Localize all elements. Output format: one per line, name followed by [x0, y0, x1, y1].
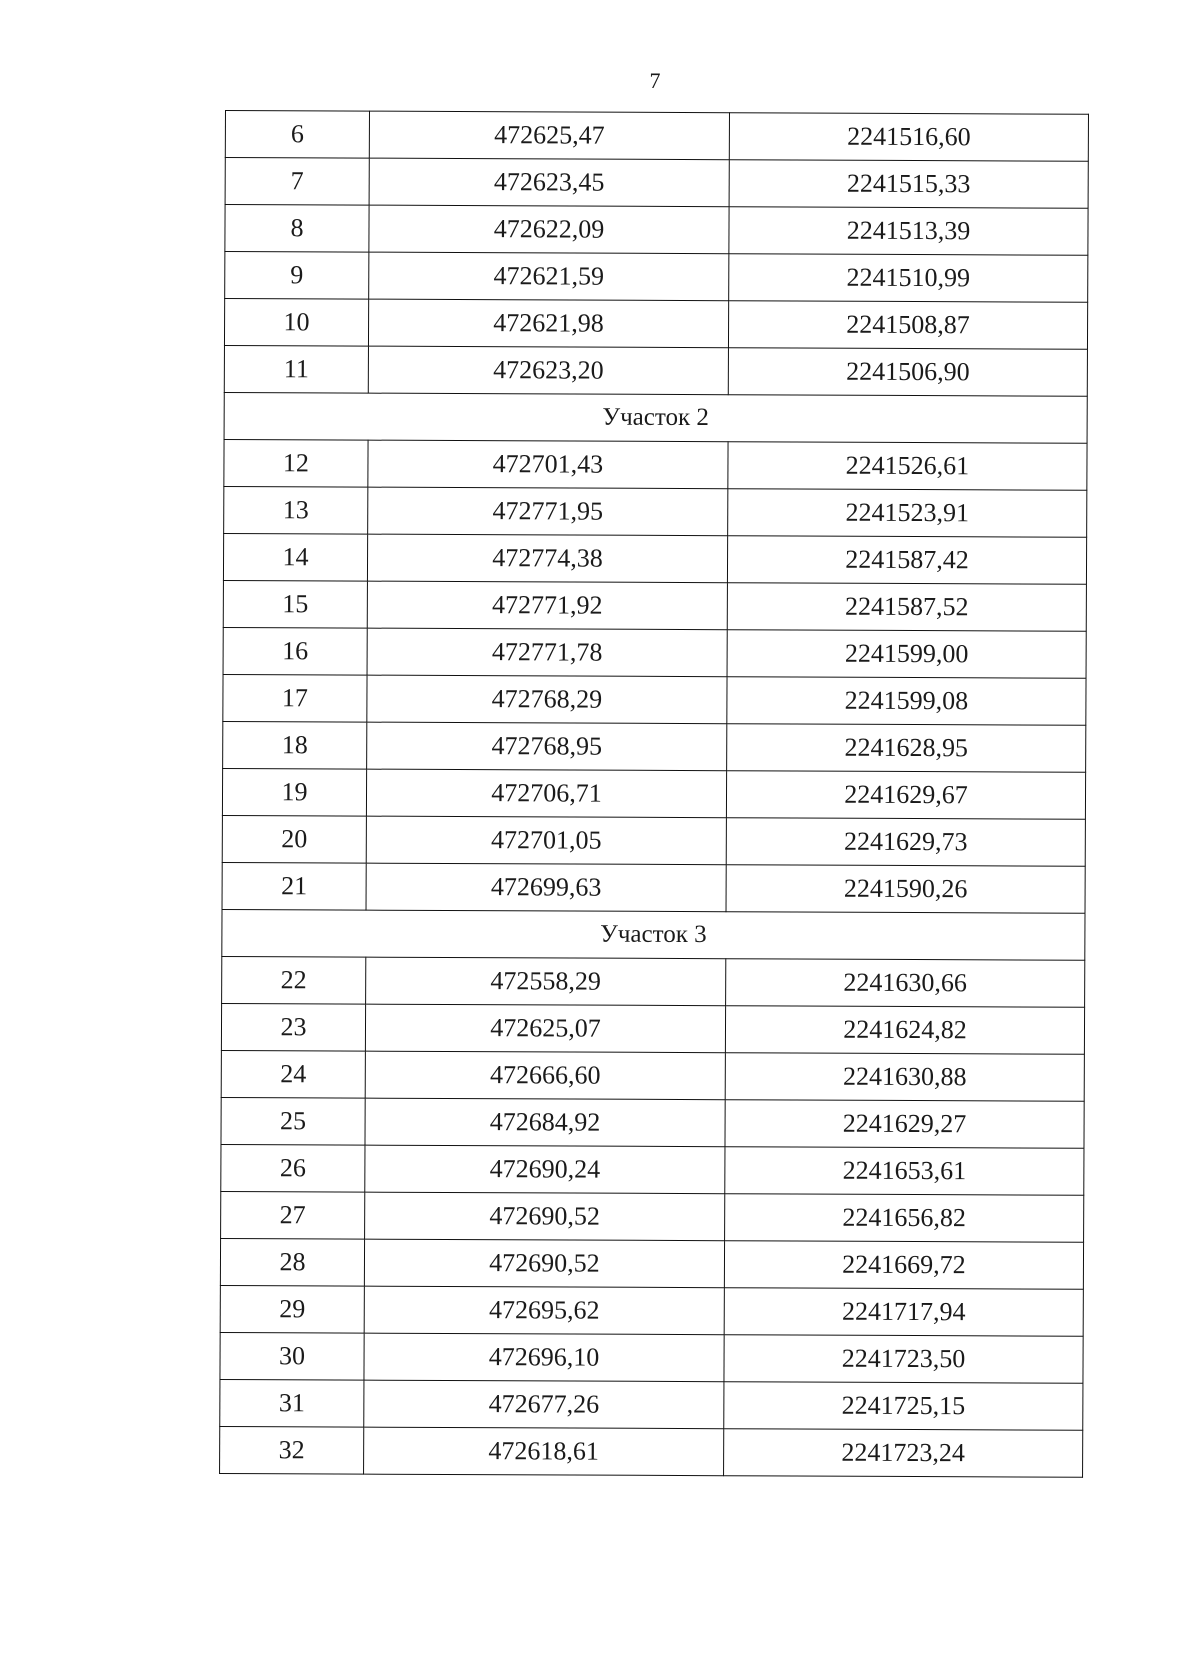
point-number-cell: 28 [220, 1238, 364, 1286]
x-coordinate-cell: 472622,09 [369, 205, 729, 254]
x-coordinate-cell: 472696,10 [364, 1333, 724, 1382]
coordinates-table-body [220, 111, 1089, 1478]
y-coordinate-cell: 2241669,72 [724, 1241, 1083, 1290]
table-row [223, 627, 1086, 678]
table-row [225, 158, 1088, 209]
x-coordinate-cell: 472618,61 [364, 1427, 724, 1476]
point-number-cell: 9 [225, 252, 369, 300]
point-number-cell: 12 [224, 439, 368, 487]
table-row [222, 956, 1085, 1007]
point-number-cell: 10 [224, 299, 368, 347]
y-coordinate-cell: 2241723,50 [724, 1335, 1083, 1384]
point-number-cell: 19 [222, 768, 366, 816]
point-number-cell: 13 [224, 486, 368, 534]
x-coordinate-cell: 472623,20 [368, 346, 728, 395]
point-number-cell: 14 [223, 533, 367, 581]
table-row [221, 1144, 1084, 1195]
section-label: Участок 3 [222, 909, 1085, 960]
point-number-cell: 22 [222, 956, 366, 1004]
point-number-cell: 16 [223, 627, 367, 675]
table-row [220, 1332, 1083, 1383]
x-coordinate-cell: 472774,38 [367, 534, 727, 583]
y-coordinate-cell: 2241506,90 [728, 348, 1087, 397]
y-coordinate-cell: 2241717,94 [724, 1288, 1083, 1337]
point-number-cell: 11 [224, 345, 368, 393]
section-row [224, 392, 1087, 443]
section-label: Участок 2 [224, 392, 1087, 443]
x-coordinate-cell: 472623,45 [369, 158, 729, 207]
x-coordinate-cell: 472771,78 [367, 628, 727, 677]
y-coordinate-cell: 2241656,82 [725, 1194, 1084, 1243]
table-row [225, 252, 1088, 303]
coordinates-table [219, 110, 1089, 1478]
y-coordinate-cell: 2241629,27 [725, 1100, 1084, 1149]
y-coordinate-cell: 2241523,91 [728, 489, 1087, 538]
point-number-cell: 32 [220, 1426, 364, 1474]
point-number-cell: 26 [221, 1144, 365, 1192]
y-coordinate-cell: 2241508,87 [728, 301, 1087, 350]
y-coordinate-cell: 2241587,42 [727, 536, 1086, 585]
y-coordinate-cell: 2241515,33 [729, 160, 1088, 209]
point-number-cell: 17 [223, 674, 367, 722]
table-row [224, 486, 1087, 537]
x-coordinate-cell: 472690,24 [365, 1145, 725, 1194]
point-number-cell: 6 [225, 111, 369, 159]
x-coordinate-cell: 472684,92 [365, 1098, 725, 1147]
x-coordinate-cell: 472666,60 [365, 1051, 725, 1100]
point-number-cell: 21 [222, 862, 366, 910]
table-row [222, 768, 1085, 819]
table-row [225, 205, 1088, 256]
point-number-cell: 15 [223, 580, 367, 628]
y-coordinate-cell: 2241725,15 [724, 1382, 1083, 1431]
point-number-cell: 8 [225, 205, 369, 253]
x-coordinate-cell: 472625,47 [369, 111, 729, 160]
x-coordinate-cell: 472701,43 [368, 440, 728, 489]
y-coordinate-cell: 2241516,60 [729, 113, 1088, 162]
table-row [223, 674, 1086, 725]
y-coordinate-cell: 2241629,73 [726, 818, 1085, 867]
y-coordinate-cell: 2241629,67 [726, 771, 1085, 820]
table-row [224, 299, 1087, 350]
y-coordinate-cell: 2241590,26 [726, 865, 1085, 914]
table-row [225, 111, 1088, 162]
point-number-cell: 30 [220, 1332, 364, 1380]
table-row [223, 721, 1086, 772]
point-number-cell: 25 [221, 1097, 365, 1145]
table-row [222, 862, 1085, 913]
y-coordinate-cell: 2241624,82 [725, 1006, 1084, 1055]
x-coordinate-cell: 472695,62 [364, 1286, 724, 1335]
point-number-cell: 18 [223, 721, 367, 769]
point-number-cell: 29 [220, 1285, 364, 1333]
x-coordinate-cell: 472706,71 [366, 769, 726, 818]
x-coordinate-cell: 472621,59 [369, 252, 729, 301]
x-coordinate-cell: 472701,05 [366, 816, 726, 865]
x-coordinate-cell: 472558,29 [366, 957, 726, 1006]
point-number-cell: 23 [221, 1003, 365, 1051]
x-coordinate-cell: 472690,52 [365, 1192, 725, 1241]
x-coordinate-cell: 472771,92 [367, 581, 727, 630]
y-coordinate-cell: 2241599,08 [727, 677, 1086, 726]
y-coordinate-cell: 2241630,66 [726, 959, 1085, 1008]
x-coordinate-cell: 472699,63 [366, 863, 726, 912]
x-coordinate-cell: 472768,95 [367, 722, 727, 771]
y-coordinate-cell: 2241723,24 [724, 1429, 1083, 1478]
y-coordinate-cell: 2241599,00 [727, 630, 1086, 679]
table-row [224, 439, 1087, 490]
point-number-cell: 20 [222, 815, 366, 863]
table-row [221, 1050, 1084, 1101]
point-number-cell: 7 [225, 158, 369, 206]
y-coordinate-cell: 2241526,61 [728, 442, 1087, 491]
page-number: 7 [649, 68, 661, 93]
point-number-cell: 27 [221, 1191, 365, 1239]
point-number-cell: 24 [221, 1050, 365, 1098]
table-row [220, 1379, 1083, 1430]
y-coordinate-cell: 2241653,61 [725, 1147, 1084, 1196]
table-row [224, 345, 1087, 396]
table-row [220, 1285, 1083, 1336]
y-coordinate-cell: 2241630,88 [725, 1053, 1084, 1102]
x-coordinate-cell: 472625,07 [365, 1004, 725, 1053]
x-coordinate-cell: 472690,52 [364, 1239, 724, 1288]
table-row [223, 533, 1086, 584]
table-row [222, 815, 1085, 866]
y-coordinate-cell: 2241513,39 [729, 207, 1088, 256]
table-row [221, 1191, 1084, 1242]
y-coordinate-cell: 2241628,95 [727, 724, 1086, 773]
x-coordinate-cell: 472768,29 [367, 675, 727, 724]
table-row [223, 580, 1086, 631]
point-number-cell: 31 [220, 1379, 364, 1427]
table-row [221, 1097, 1084, 1148]
x-coordinate-cell: 472677,26 [364, 1380, 724, 1429]
y-coordinate-cell: 2241510,99 [729, 254, 1088, 303]
x-coordinate-cell: 472621,98 [368, 299, 728, 348]
section-row [222, 909, 1085, 960]
x-coordinate-cell: 472771,95 [368, 487, 728, 536]
table-row [220, 1238, 1083, 1289]
table-row [220, 1426, 1083, 1477]
y-coordinate-cell: 2241587,52 [727, 583, 1086, 632]
table-row [221, 1003, 1084, 1054]
